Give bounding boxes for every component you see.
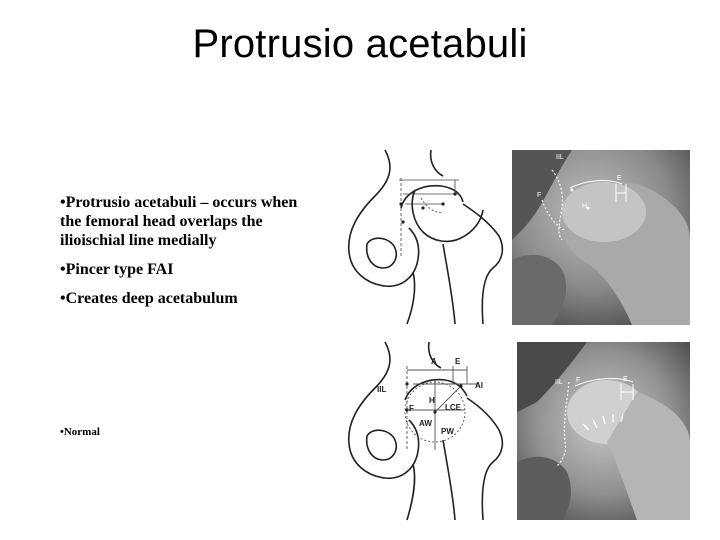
normal-radiograph	[517, 342, 690, 520]
label-h: H	[582, 203, 588, 210]
slide-title: Protrusio acetabuli	[192, 22, 528, 66]
bullet-deep-acetabulum: •Creates deep acetabulum	[60, 290, 238, 307]
label-iil: IIL	[556, 154, 564, 161]
label-ai: AI	[475, 381, 483, 390]
label-aw: AW	[419, 419, 432, 428]
label-e: E	[623, 376, 628, 383]
label-iil: IIL	[555, 379, 563, 386]
label-a: A	[431, 357, 437, 366]
label-h: H	[429, 396, 435, 405]
protrusio-radiograph	[512, 150, 690, 325]
label-f: F	[409, 404, 414, 413]
label-lce: LCE	[445, 403, 461, 412]
bullet-normal: •Normal	[60, 426, 100, 438]
label-f: F	[537, 192, 542, 199]
label-e: E	[455, 357, 461, 366]
bullet-pincer-fai: •Pincer type FAI	[60, 261, 174, 278]
normal-line-diagram	[343, 340, 508, 522]
bullet-protrusio-definition: •Protrusio acetabuli – occurs when the femoral head overlaps the ilioischial line medially	[60, 194, 298, 249]
label-iil: IIL	[377, 385, 387, 394]
label-f: F	[576, 377, 581, 384]
protrusio-line-diagram	[343, 148, 508, 328]
label-e: E	[617, 175, 622, 182]
bullet-list	[60, 193, 320, 318]
label-pw: PW	[441, 427, 454, 436]
